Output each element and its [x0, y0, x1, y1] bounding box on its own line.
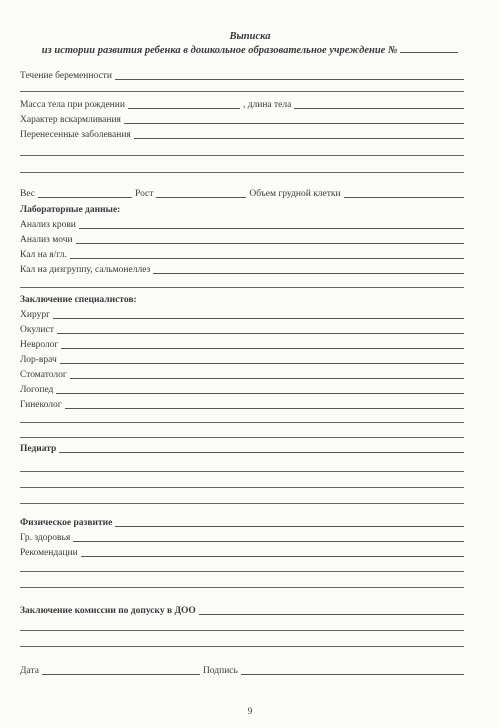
specialist-field[interactable]	[70, 378, 464, 379]
recommendations-extra-line[interactable]	[20, 571, 464, 572]
document-subtitle	[0, 43, 500, 56]
diseases-field[interactable]	[134, 138, 464, 139]
health-group-field[interactable]	[73, 541, 464, 542]
pediatrician-field[interactable]	[59, 452, 464, 453]
specialists-extra-line[interactable]	[20, 422, 464, 423]
pregnancy-field-line[interactable]	[20, 91, 464, 92]
commission-extra-line[interactable]	[20, 630, 464, 631]
chest-label: Объем грудной клетки	[249, 189, 341, 199]
weight-label: Вес	[20, 189, 36, 199]
lab-extra-line[interactable]	[20, 287, 464, 288]
pregnancy-label: Течение беременности	[20, 71, 112, 81]
specialist-label: Окулист	[20, 325, 54, 335]
specialist-row	[20, 309, 464, 321]
specialist-field[interactable]	[57, 333, 464, 334]
urine-label: Анализ мочи	[20, 235, 73, 245]
page-number: 9	[247, 706, 253, 716]
pregnancy-field[interactable]	[115, 79, 464, 80]
height-label: Рост	[135, 189, 154, 199]
recommendations-label: Рекомендации	[20, 548, 78, 558]
pediatrician-label: Педиатр	[20, 444, 57, 454]
commission-extra-line[interactable]	[20, 646, 464, 647]
specialist-field[interactable]	[61, 348, 464, 349]
specialist-row	[20, 369, 464, 381]
weight-field[interactable]	[38, 197, 132, 198]
specialist-row	[20, 384, 464, 396]
date-field[interactable]	[42, 674, 200, 675]
specialist-field[interactable]	[65, 408, 464, 409]
stool-worms-label: Кал на я/гл.	[20, 250, 67, 260]
specialist-label: Логопед	[20, 385, 54, 395]
commission-label: Заключение комиссии по допуску в ДОО	[20, 606, 196, 616]
birth-weight-field[interactable]	[128, 108, 240, 109]
stool-dysbact-field[interactable]	[153, 273, 464, 274]
stool-worms-field[interactable]	[70, 258, 464, 259]
commission-row	[20, 605, 464, 617]
diseases-row	[20, 129, 464, 141]
length-field[interactable]	[294, 108, 464, 109]
recommendations-row	[20, 547, 464, 559]
specialist-label: Гинеколог	[20, 400, 62, 410]
signature-field[interactable]	[241, 674, 464, 675]
lab-heading-row	[20, 204, 464, 216]
specialist-label: Хирург	[20, 310, 50, 320]
birth-weight-row	[20, 99, 464, 111]
urine-row	[20, 234, 464, 246]
anthropometry-row	[20, 188, 464, 200]
specialists-extra-line[interactable]	[20, 437, 464, 438]
specialist-row	[20, 399, 464, 411]
pregnancy-row	[20, 70, 464, 82]
physical-row	[20, 517, 464, 529]
pediatrician-extra-line[interactable]	[20, 487, 464, 488]
institution-number-field[interactable]	[400, 43, 458, 53]
height-field[interactable]	[156, 197, 246, 198]
specialist-row	[20, 354, 464, 366]
stool-dysbact-label: Кал на дизгруппу, сальмонеллез	[20, 265, 151, 275]
chest-field[interactable]	[344, 197, 464, 198]
physical-label: Физическое развитие	[20, 518, 113, 528]
pediatrician-row	[20, 443, 464, 455]
recommendations-extra-line[interactable]	[20, 587, 464, 588]
diseases-field-line[interactable]	[20, 155, 464, 156]
health-group-row	[20, 532, 464, 544]
blood-field[interactable]	[79, 228, 464, 229]
recommendations-field[interactable]	[81, 556, 464, 557]
stool-dysbact-row	[20, 264, 464, 276]
birth-weight-label: Масса тела при рождении	[20, 100, 125, 110]
feeding-field[interactable]	[124, 123, 464, 124]
signoff-row	[20, 665, 464, 677]
specialist-label: Лор-врач	[20, 355, 57, 365]
specialists-heading: Заключение специалистов:	[20, 295, 137, 305]
feeding-row	[20, 114, 464, 126]
physical-field[interactable]	[115, 526, 464, 527]
diseases-field-line[interactable]	[20, 172, 464, 173]
blood-row	[20, 219, 464, 231]
subtitle-text: из истории развития ребенка в дошкольное образовательное учреждение №	[41, 45, 398, 56]
length-label: , длина тела	[242, 100, 292, 110]
date-label: Дата	[20, 666, 39, 676]
specialist-field[interactable]	[56, 393, 464, 394]
specialist-label: Стоматолог	[20, 370, 67, 380]
specialist-field[interactable]	[53, 318, 464, 319]
health-group-label: Гр. здоровья	[20, 533, 71, 543]
document-title: Выписка	[229, 31, 271, 42]
commission-field[interactable]	[199, 614, 464, 615]
specialist-row	[20, 339, 464, 351]
signature-label: Подпись	[202, 666, 238, 676]
specialist-field[interactable]	[60, 363, 464, 364]
pediatrician-extra-line[interactable]	[20, 503, 464, 504]
feeding-label: Характер вскармливания	[20, 115, 121, 125]
urine-field[interactable]	[76, 243, 464, 244]
blood-label: Анализ крови	[20, 220, 76, 230]
specialist-row	[20, 324, 464, 336]
pediatrician-extra-line[interactable]	[20, 471, 464, 472]
stool-worms-row	[20, 249, 464, 261]
specialist-label: Невролог	[20, 340, 59, 350]
diseases-label: Перенесенные заболевания	[20, 130, 131, 140]
lab-heading: Лабораторные данные:	[20, 205, 121, 215]
specialists-heading-row	[20, 294, 464, 306]
